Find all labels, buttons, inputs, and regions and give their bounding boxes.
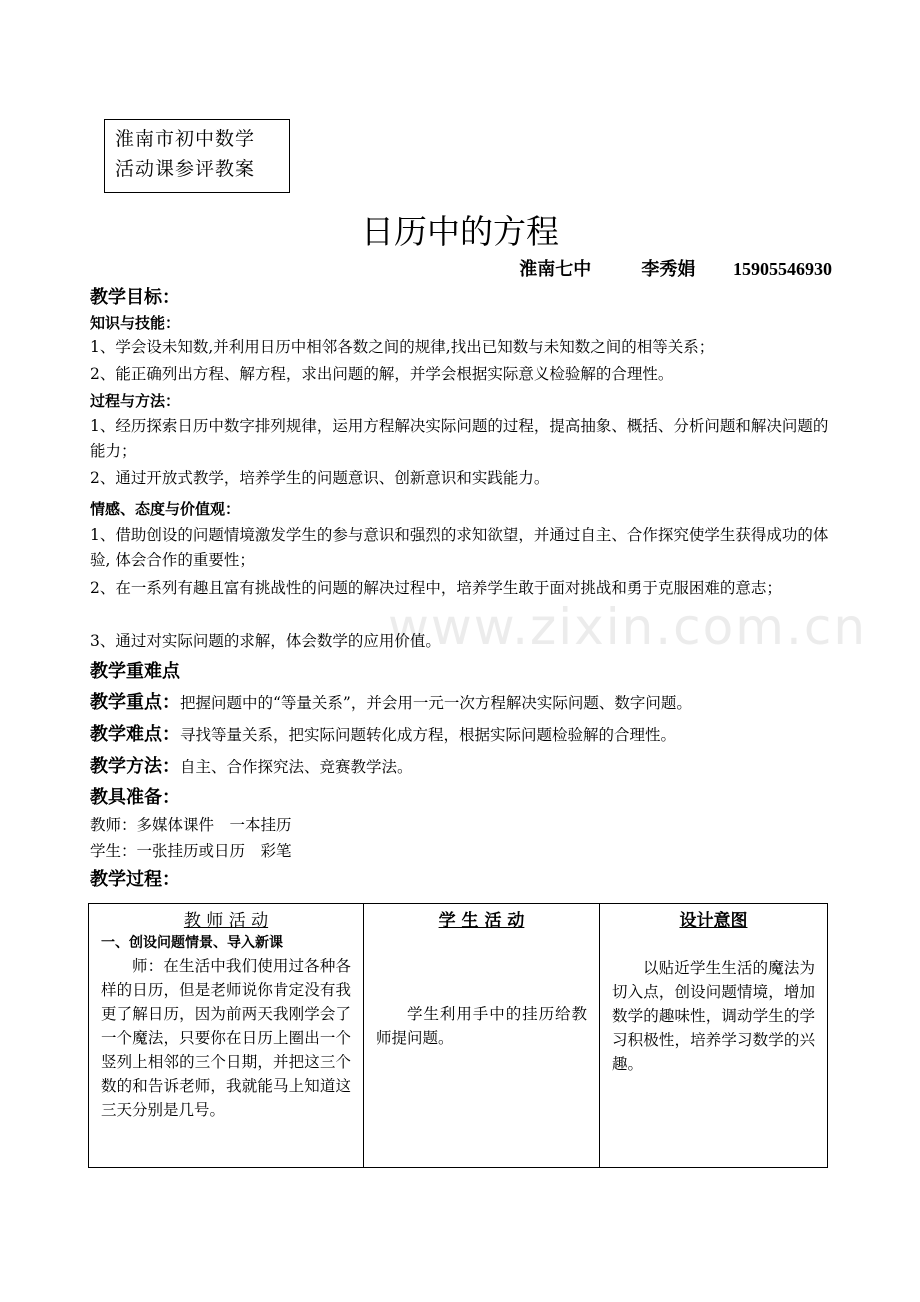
focus-text: 把握问题中的“等量关系”，并会用一元一次方程解决实际问题、数字问题。	[180, 694, 692, 712]
student-activity-header: 学 生 活 动	[438, 911, 525, 931]
method-line	[90, 754, 832, 780]
teacher-activity-cell	[89, 904, 364, 1168]
focus-line	[90, 690, 832, 716]
process-heading: 教学过程：	[90, 869, 180, 890]
emotion-item-1: 1、借助创设的问题情境激发学生的参与意识和强烈的求知欲望，并通过自主、合作探究使学生获得成功的体验, 体会合作的重要性；	[90, 526, 829, 569]
author-school: 淮南七中	[519, 259, 592, 280]
difficulty-text: 寻找等量关系，把实际问题转化成方程，根据实际问题检验解的合理性。	[180, 726, 677, 744]
focus-label: 教学重点：	[90, 692, 180, 713]
keypoints-heading: 教学重难点	[90, 661, 180, 682]
teacher-activity-text: 师：在生活中我们使用过各种各样的日历，但是老师说你肯定没有我更了解日历，因为前两天我刚学会了一个魔法，只要你在日历上圈出一个竖列上相邻的三个日期，并把这三个数的和告诉老师，我就能马上知道这三天分别是几号。	[101, 957, 351, 1119]
design-intent-text: 以贴近学生生活的魔法为切入点，创设问题情境，增加数学的趣味性，调动学生的学习积极性，培养学习数学的兴趣。	[612, 959, 815, 1073]
emotion-item-3: 3、通过对实际问题的求解，体会数学的应用价值。	[90, 632, 441, 650]
process-item-2: 2、通过开放式教学，培养学生的问题意识、创新意识和实践能力。	[90, 469, 550, 487]
difficulty-label: 教学难点：	[90, 724, 180, 745]
author-phone: 15905546930	[733, 259, 832, 279]
author-line	[519, 256, 832, 283]
tools-student: 学生：一张挂历或日历 彩笔	[90, 842, 292, 860]
knowledge-item-2: 2、能正确列出方程、解方程，求出问题的解，并学会根据实际意义检验解的合理性。	[90, 365, 674, 383]
tools-heading: 教具准备：	[90, 787, 180, 808]
teacher-activity-header: 教 师 活 动	[183, 911, 269, 931]
tools-teacher: 教师：多媒体课件 一本挂历	[90, 816, 292, 834]
emotion-heading: 情感、态度与价值观：	[90, 500, 241, 518]
knowledge-heading: 知识与技能：	[90, 314, 181, 332]
method-label: 教学方法：	[90, 756, 180, 777]
student-activity-text: 学生利用手中的挂历给教师提问题。	[376, 1005, 587, 1047]
section-heading: 一、创设问题情景、导入新课	[101, 935, 283, 951]
author-name: 李秀娟	[641, 259, 696, 280]
method-text: 自主、合作探究法、竞赛教学法。	[180, 758, 413, 776]
stamp-line-2: 活动课参评教案	[115, 158, 256, 180]
process-method-heading: 过程与方法：	[90, 392, 181, 410]
knowledge-item-1: 1、学会设未知数,并利用日历中相邻各数之间的规律,找出已知数与未知数之间的相等关系；	[90, 338, 715, 356]
design-intent-cell	[600, 904, 828, 1168]
design-intent-header: 设计意图	[679, 911, 748, 931]
emotion-item-2: 2、在一系列有趣且富有挑战性的问题的解决过程中，培养学生敢于面对挑战和勇于克服困难的意志；	[90, 579, 782, 597]
competition-label-box	[104, 119, 290, 193]
process-item-1: 1、经历探索日历中数字排列规律，运用方程解决实际问题的过程，提高抽象、概括、分析问题和解决问题的能力；	[90, 417, 829, 460]
objectives-heading: 教学目标：	[90, 287, 180, 308]
teaching-process-table	[88, 903, 828, 1168]
student-activity-cell	[364, 904, 600, 1168]
difficulty-line	[90, 722, 832, 748]
watermark: www.zixin.com.cn	[388, 598, 868, 656]
table-row	[89, 904, 828, 1168]
page-title: 日历中的方程	[361, 212, 559, 251]
stamp-line-1: 淮南市初中数学	[115, 128, 256, 150]
